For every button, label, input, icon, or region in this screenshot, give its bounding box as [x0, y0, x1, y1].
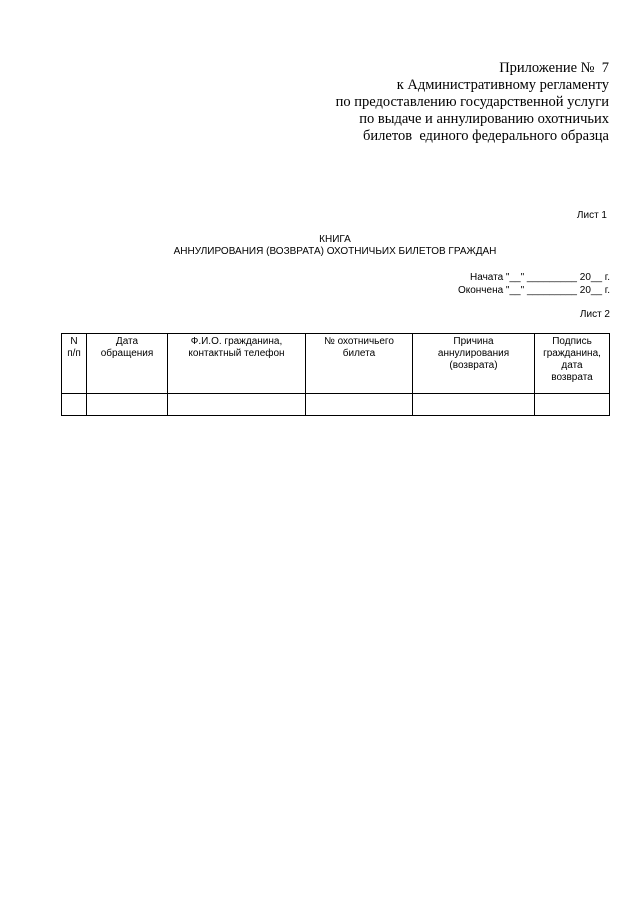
sheet-2-label: Лист 2: [579, 309, 610, 320]
appendix-line-tickets: билетов единого федерального образца: [363, 128, 609, 144]
appendix-line-service: по предоставлению государственной услуги: [335, 94, 609, 110]
table-cell: [535, 394, 610, 416]
column-header-ticket-number: № охотничьего билета: [306, 334, 413, 394]
table-cell: [168, 394, 306, 416]
appendix-line-issuance: по выдаче и аннулированию охотничьих: [359, 111, 609, 127]
annulment-register-table: [61, 333, 610, 416]
book-title: [60, 234, 610, 258]
appendix-header: [336, 60, 609, 145]
table-header-row: [62, 334, 610, 394]
column-header-number: N п/п: [62, 334, 87, 394]
book-title-line-1: КНИГА: [319, 234, 351, 245]
column-header-date: Дата обращения: [87, 334, 168, 394]
appendix-line-regulation: к Административному регламенту: [396, 77, 609, 93]
table-cell: [87, 394, 168, 416]
date-started: Начата "__" _________ 20__ г.: [470, 272, 610, 283]
table-cell: [62, 394, 87, 416]
table-cell: [306, 394, 413, 416]
table-cell: [413, 394, 535, 416]
column-header-reason: Причина аннулирования (возврата): [413, 334, 535, 394]
table-row: [62, 394, 610, 416]
book-title-line-2: АННУЛИРОВАНИЯ (ВОЗВРАТА) ОХОТНИЧЬИХ БИЛЕТОВ ГРАЖДАН: [173, 246, 497, 257]
column-header-name-phone: Ф.И.О. гражданина, контактный телефон: [168, 334, 306, 394]
appendix-number: Приложение № 7: [499, 60, 609, 76]
book-dates: [458, 271, 610, 297]
sheet-1-label: Лист 1: [576, 210, 607, 221]
column-header-signature: Подпись гражданина, дата возврата: [535, 334, 610, 394]
date-finished: Окончена "__" _________ 20__ г.: [457, 285, 610, 296]
